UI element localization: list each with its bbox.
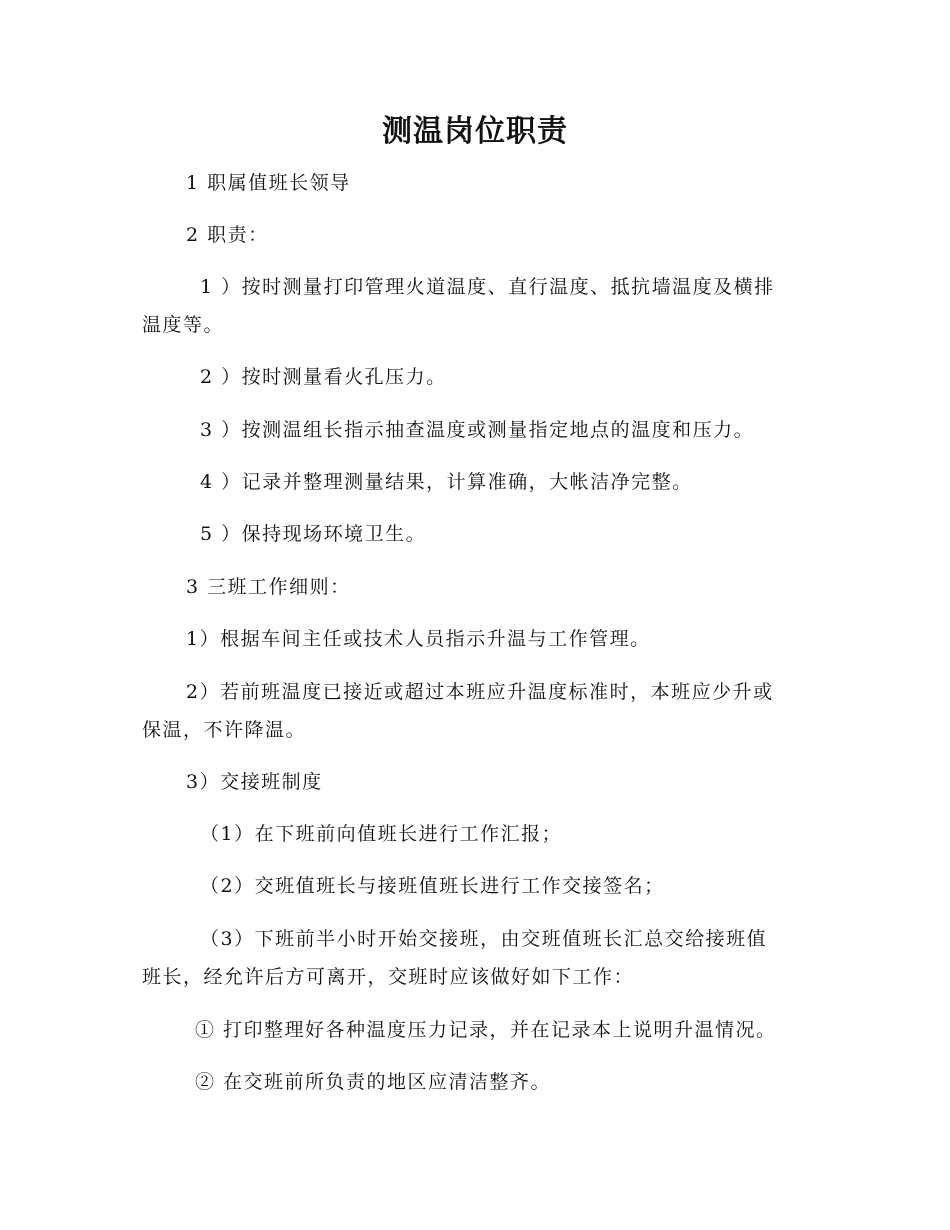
handover-task-2: ② 在交班前所负责的地区应清洁整齐。 xyxy=(195,1071,552,1093)
paragraph-2-item-3: 3 ）按测温组长指示抽查温度或测量指定地点的温度和压力。 xyxy=(200,419,755,441)
paragraph-2-item-1: 1 ）按时测量打印管理火道温度、直行温度、抵抗墙温度及横排 xyxy=(200,276,775,298)
paragraph-2-item-5: 5 ）保持现场环境卫生。 xyxy=(200,523,427,545)
document-title: 测温岗位职责 xyxy=(382,114,568,149)
handover-task-1: ① 打印整理好各种温度压力记录，并在记录本上说明升温情况。 xyxy=(195,1019,777,1041)
paragraph-3: 3 三班工作细则： xyxy=(186,576,351,598)
paragraph-3-item-3: 3）交接班制度 xyxy=(186,771,323,793)
paragraph-2-item-1-cont: 温度等。 xyxy=(142,314,225,336)
paragraph-1: 1 职属值班长领导 xyxy=(186,172,351,194)
handover-item-3-cont: 班长，经允许后方可离开，交班时应该做好如下工作： xyxy=(142,966,635,988)
handover-item-2: （2）交班值班长与接班值班长进行工作交接签名； xyxy=(200,875,665,897)
paragraph-3-item-2-cont: 保温，不许降温。 xyxy=(142,719,307,741)
handover-item-3: （3）下班前半小时开始交接班，由交班值班长汇总交给接班值 xyxy=(200,928,768,950)
paragraph-2-item-2: 2 ）按时测量看火孔压力。 xyxy=(200,366,447,388)
handover-item-1: （1）在下班前向值班长进行工作汇报； xyxy=(200,823,563,845)
paragraph-2-item-4: 4 ）记录并整理测量结果，计算准确，大帐洁净完整。 xyxy=(200,471,693,493)
paragraph-2: 2 职责： xyxy=(186,224,269,246)
paragraph-3-item-1: 1）根据车间主任或技术人员指示升温与工作管理。 xyxy=(186,628,651,650)
paragraph-3-item-2: 2）若前班温度已接近或超过本班应升温度标准时，本班应少升或 xyxy=(186,681,774,703)
